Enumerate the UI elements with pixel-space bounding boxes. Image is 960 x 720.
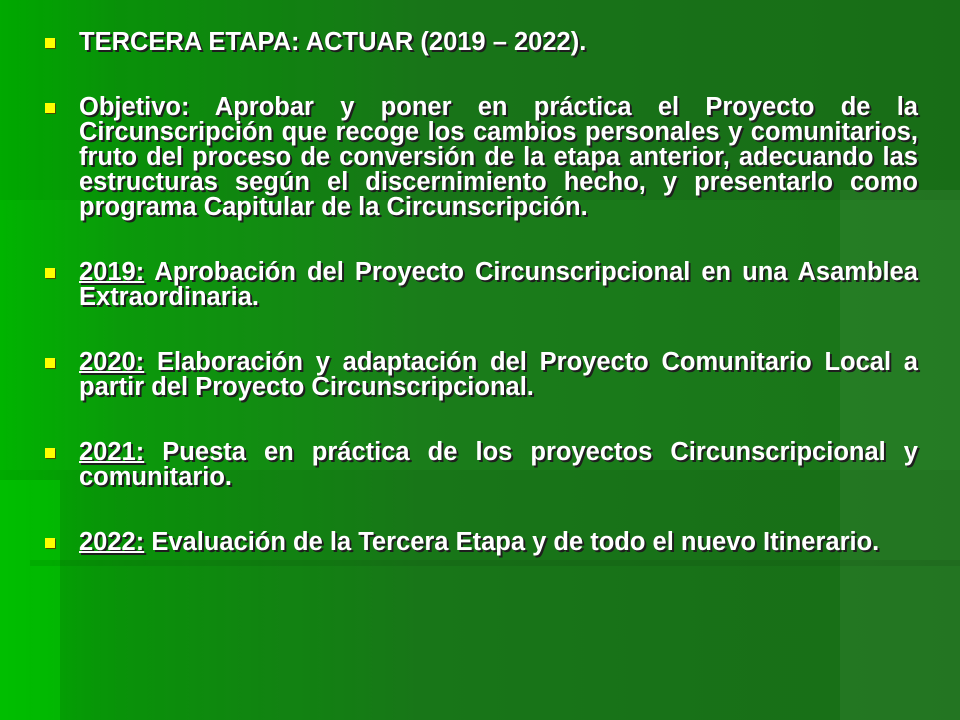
milestone-text: Evaluación de la Tercera Etapa y de todo el nuevo Itinerario. [144, 528, 880, 556]
milestone-text: Aprobación del Proyecto Circunscripcional en una Asamblea Extraordinaria. [79, 258, 918, 311]
milestone-item-2022 [40, 530, 918, 555]
square-bullet-icon [45, 448, 55, 458]
year-label: 2021: [79, 438, 145, 466]
milestone-text: Elaboración y adaptación del Proyecto Comunitario Local a partir del Proyecto Circunscripcional. [79, 348, 918, 401]
year-label: 2022: [79, 528, 145, 556]
heading-item [40, 30, 918, 55]
milestone-text: Puesta en práctica de los proyectos Circunscripcional y comunitario. [79, 438, 918, 491]
milestone-item-2019 [40, 260, 918, 310]
background-band [30, 560, 960, 566]
objective-text: Objetivo: Aprobar y poner en práctica el Proyecto de la Circunscripción que recoge los cambios personales y comunitarios, fruto del proceso de conversión de la etapa anterior, adecuando las estructuras según el discernimiento hecho, y presentarlo como programa Capitular de la Circunscripción. [79, 93, 918, 221]
year-label: 2019: [79, 258, 145, 286]
square-bullet-icon [45, 268, 55, 278]
square-bullet-icon [45, 358, 55, 368]
heading-text: TERCERA ETAPA: ACTUAR (2019 – 2022). [79, 28, 587, 56]
bullet-list [40, 28, 918, 555]
square-bullet-icon [45, 538, 55, 548]
milestone-item-2020 [40, 350, 918, 400]
objective-item [40, 95, 918, 220]
year-label: 2020: [79, 348, 145, 376]
milestone-item-2021 [40, 440, 918, 490]
square-bullet-icon [45, 103, 55, 113]
square-bullet-icon [45, 38, 55, 48]
